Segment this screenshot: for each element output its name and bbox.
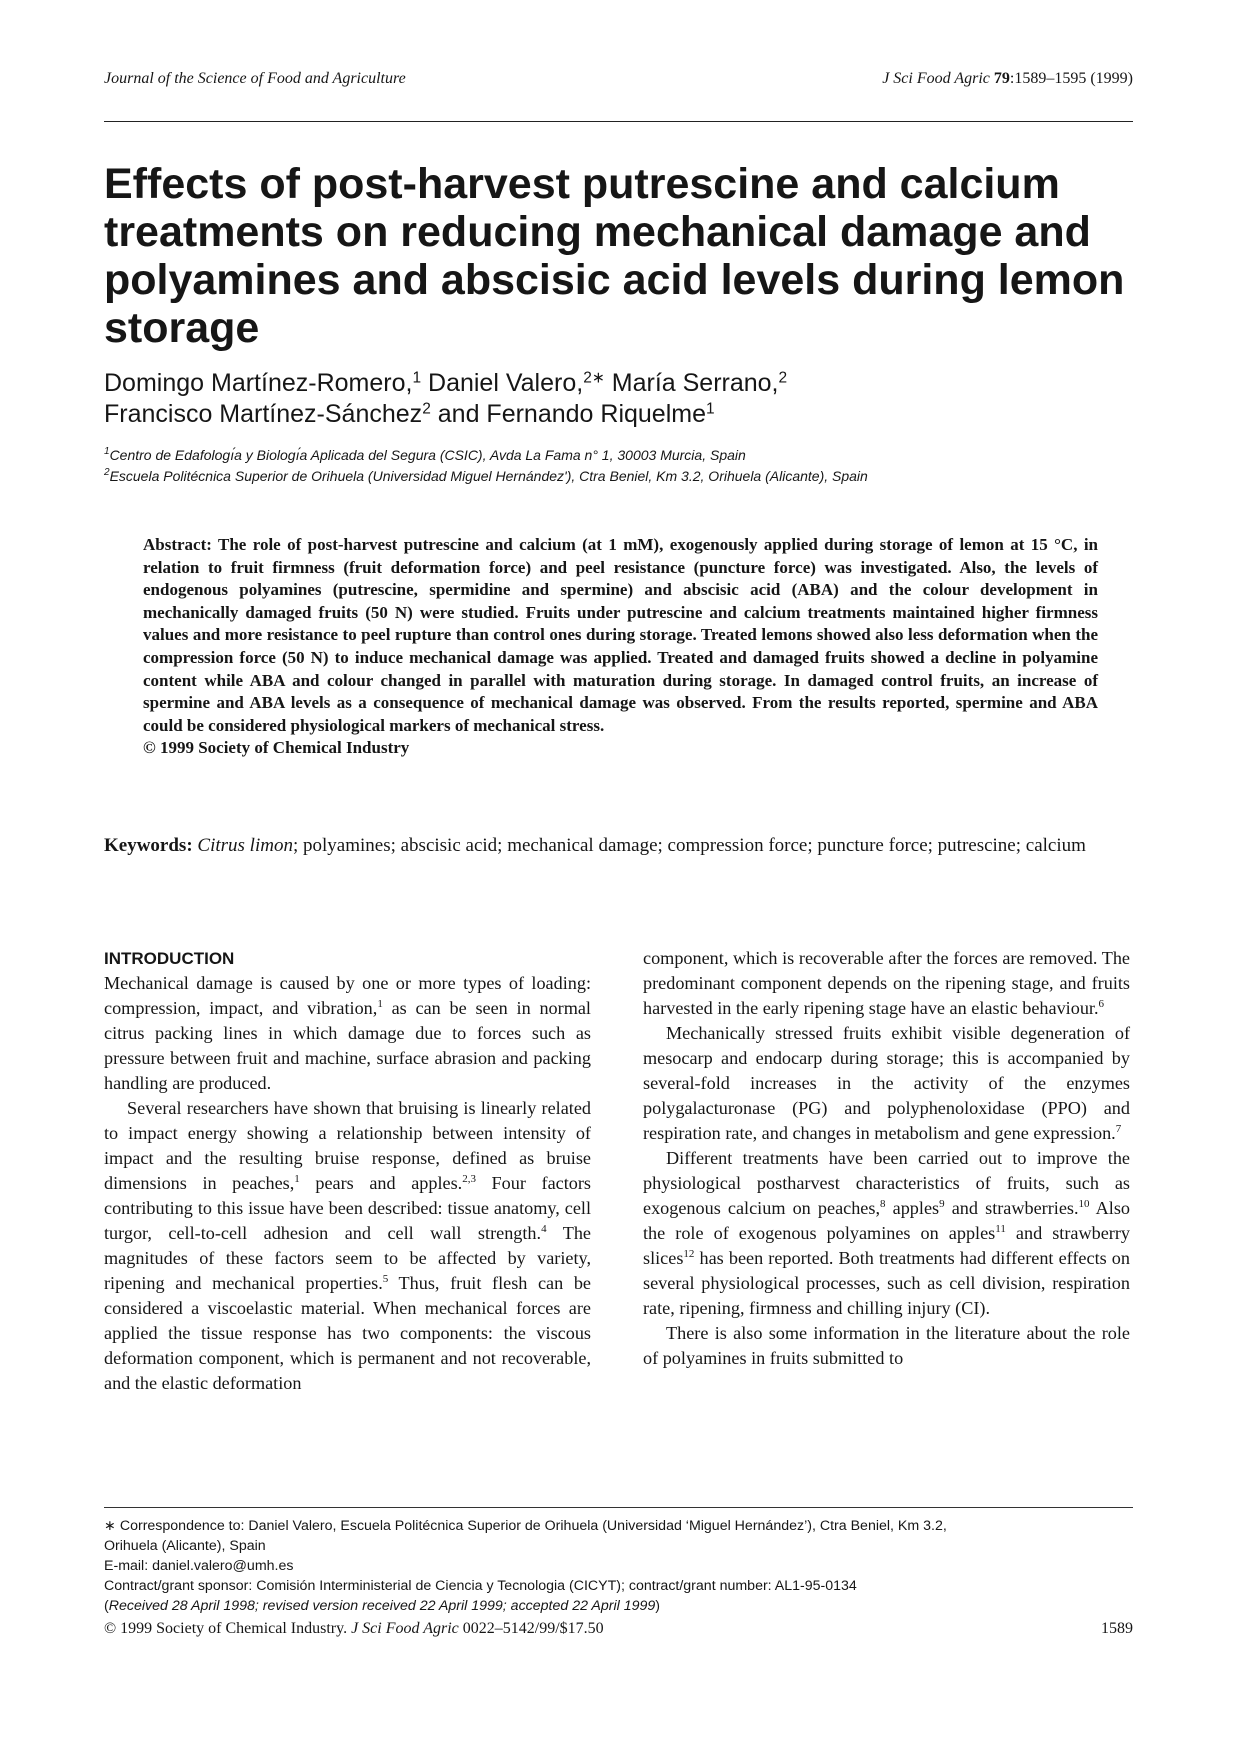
affiliation-mark: 1 [104, 446, 110, 457]
affiliation-mark: 2 [104, 467, 110, 478]
author-affiliation-mark: 1 [412, 369, 422, 387]
body-column-left [104, 946, 591, 1396]
citation-mark: 7 [1115, 1123, 1122, 1135]
citation-mark: 1 [377, 998, 383, 1010]
citation-mark: 5 [382, 1273, 389, 1285]
text-run: pears and apples. [299, 1173, 463, 1193]
abstract-paragraph [143, 534, 1098, 737]
text-run: There is also some information in the literature about the role of polyamines in fruits submitted to [643, 1323, 1130, 1368]
abstract-label: Abstract: [143, 535, 212, 554]
affiliation-line [104, 445, 1144, 466]
abstract-text: The role of post-harvest putrescine and calcium (at 1 mM), exogenously applied during storage of lemon at 15 °C, in relation to fruit firmness (fruit deformation force) and peel resistance (puncture force) was investigated. Also, the levels of endogenous polyamines (putrescine, spermidine and spermine) and abscisic acid (ABA) and the colour development in mechanically damaged fruits (50 N) were studied. Fruits under putrescine and calcium treatments maintained higher firmness values and more resistance to peel rupture than control ones during storage. Treated lemons showed also less deformation when the compression force (50 N) to induce mechanical damage was applied. Treated and damaged fruits showed a decline in polyamine content while ABA and colour changed in parallel with maturation during storage. In damaged control fruits, an increase of spermine and ABA levels as a consequence of mechanical damage was observed. From the results reported, spermine and ABA could be considered physiological markers of mechanical stress. [143, 535, 1098, 735]
author-name: Daniel Valero, [428, 369, 584, 397]
citation-mark: 10 [1078, 1198, 1090, 1210]
author-line [104, 368, 1134, 399]
text-run: as can be seen in normal citrus packing lines in which damage due to forces such as pressure between fruit and machine, surface abrasion and packing handling are produced. [104, 998, 591, 1093]
text-run: and strawberry slices [643, 1223, 1130, 1268]
text-run: Also the role of exogenous polyamines on apples [643, 1198, 1131, 1243]
abstract [143, 534, 1098, 760]
author-affiliation-mark: 2∗ [583, 369, 605, 387]
text-run: Thus, fruit flesh can be considered a viscoelastic material. When mechanical forces are applied the tissue response has two components: the viscous deformation component, which is permanent and not recoverable, and the elastic deformation [104, 1273, 591, 1393]
text-run: component, which is recoverable after the forces are removed. The predominant component depends on the ripening stage, and fruits harvested in the early ripening stage have an elastic behaviour. [643, 948, 1130, 1018]
correspondence-note: ∗ Correspondence to: Daniel Valero, Escuela Politécnica Superior de Orihuela (Universidad ‘Miguel Hernández’), Ctra Beniel, Km 3.2, [104, 1518, 947, 1534]
journal-citation [882, 70, 1133, 94]
text-run: has been reported. Both treatments had different effects on several physiological processes, such as cell division, respiration rate, ripening, firmness and chilling injury (CI). [643, 1248, 1130, 1318]
article-title: Effects of post-harvest putrescine and calcium treatments on reducing mechanical damage and polyamines and abscisic acid levels during lemon storage [104, 160, 1125, 352]
journal-name: Journal of the Science of Food and Agriculture [104, 70, 406, 87]
author-affiliation-mark: 2 [422, 400, 431, 418]
text-run: The magnitudes of these factors seem to be affected by variety, ripening and mechanical properties. [104, 1223, 591, 1293]
citation-mark: 8 [880, 1198, 886, 1210]
affiliation-line [104, 466, 1144, 487]
email-note: E-mail: daniel.valero@umh.es [104, 1558, 294, 1574]
author-list [104, 368, 1134, 430]
page-footer [104, 1620, 1133, 1642]
citation-volume: 79 [993, 70, 1010, 87]
keyword-species: Citrus limon [197, 835, 293, 856]
sponsor-note: Contract/grant sponsor: Comisión Interministerial de Ciencia y Tecnologia (CICYT); contract/grant number: AL1-95-0134 [104, 1578, 857, 1594]
author-name: María Serrano, [611, 369, 779, 397]
affiliation-text: Escuela Politécnica Superior de Orihuela (Universidad Miguel Hernández'), Ctra Beniel, Km 3.2, Orihuela (Alicante), Spain [109, 468, 868, 484]
citation-abbr: J Sci Food Agric [882, 70, 990, 87]
affiliation-text: Centro de Edafologı́a y Biologı́a Aplicada del Segura (CSIC), Avda La Fama n° 1, 30003 Murcia, Spain [109, 447, 746, 463]
citation-mark: 11 [995, 1223, 1006, 1235]
keywords-list: ; polyamines; abscisic acid; mechanical damage; compression force; puncture force; putrescine; calcium [292, 835, 1086, 856]
author-affiliation-mark: 1 [706, 400, 715, 418]
keywords-label: Keywords: [104, 835, 193, 856]
author-affiliation-mark: 2 [778, 369, 788, 387]
author-name: Francisco Martínez-Sánchez [104, 400, 423, 428]
footer-copyright: © 1999 Society of Chemical Industry. [104, 1620, 348, 1637]
received-note: (Received 28 April 1998; revised version received 22 April 1999; accepted 22 April 1999) [104, 1598, 661, 1614]
citation-mark: 1 [294, 1173, 300, 1185]
correspondence-note-cont: Orihuela (Alicante), Spain [104, 1538, 266, 1554]
abstract-copyright: © 1999 Society of Chemical Industry [143, 738, 410, 758]
body-paragraph [104, 971, 591, 1096]
citation-mark: 9 [939, 1198, 945, 1210]
footer-citation [104, 1620, 604, 1642]
text-run: and strawberries. [944, 1198, 1079, 1218]
citation-mark: 12 [683, 1248, 695, 1260]
citation-mark: 4 [541, 1223, 547, 1235]
page-number: 1589 [1101, 1620, 1133, 1637]
citation-mark: 6 [1098, 998, 1105, 1010]
text-run: Different treatments have been carried out to improve the physiological postharvest characteristics of fruits, such as exogenous calcium on peaches, [643, 1148, 1130, 1218]
author-name: Domingo Martínez-Romero, [104, 369, 413, 397]
text-run: Mechanical damage is caused by one or more types of loading: compression, impact, and vibration, [104, 973, 591, 1018]
citation-pages: :1589–1595 (1999) [1009, 70, 1133, 87]
affiliations [104, 445, 1144, 487]
text-run: apples [885, 1198, 940, 1218]
body-column-right [643, 946, 1130, 1371]
text-run: Four factors contributing to this issue have been described: tissue anatomy, cell turgor, cell-to-cell adhesion and cell wall strength. [104, 1173, 591, 1243]
footer-journal-abbr: J Sci Food Agric [351, 1620, 459, 1637]
running-head [104, 70, 1133, 94]
text-run: Mechanically stressed fruits exhibit visible degeneration of mesocarp and endocarp during storage; this is accompanied by several-fold increases in the activity of the enzymes polygalacturonase (PG) and polyphenoloxidase (PPO) and respiration rate, and changes in metabolism and gene expression. [643, 1023, 1130, 1143]
header-rule [104, 121, 1133, 122]
text-run: Several researchers have shown that bruising is linearly related to impact energy showing a relationship between intensity of impact and the resulting bruise response, defined as bruise dimensions in peaches, [104, 1098, 591, 1193]
keywords [104, 834, 1134, 858]
body-paragraph [643, 1146, 1130, 1321]
body-paragraph [643, 946, 1130, 1021]
citation-mark: 2,3 [462, 1173, 476, 1185]
author-name: and Fernando Riquelme [437, 400, 706, 428]
section-heading: INTRODUCTION [104, 949, 235, 968]
body-paragraph [643, 1021, 1130, 1146]
footer-code: 0022–5142/99/$17.50 [462, 1620, 604, 1637]
body-paragraph [643, 1321, 1130, 1371]
footnote-rule [104, 1507, 1133, 1508]
footnotes [104, 1516, 1144, 1616]
received-dates: Received 28 April 1998; revised version received 22 April 1999; accepted 22 April 1999 [108, 1598, 656, 1614]
author-line [104, 399, 1134, 430]
body-paragraph [104, 1096, 591, 1396]
